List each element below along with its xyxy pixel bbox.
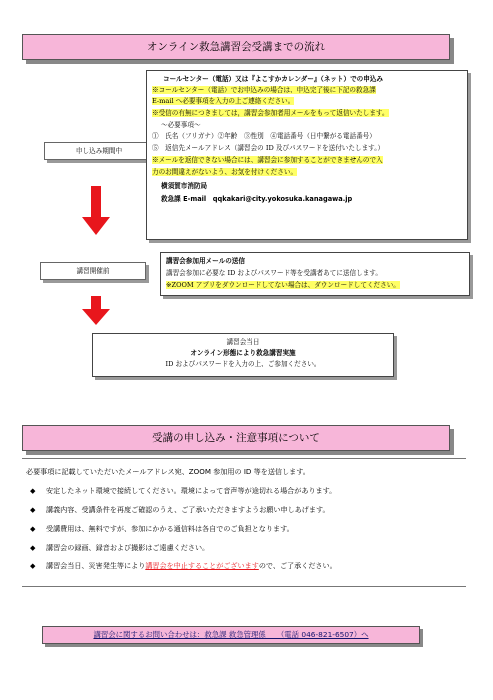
step3-line3: ID およびパスワードを入力の上、ご参加ください。 — [165, 360, 321, 368]
notice-title-banner — [22, 425, 450, 451]
notice-frame-bottom — [22, 586, 466, 587]
step1-line: ⑤ 返信先メールアドレス（講習会の ID 及びパスワードを送付いたします。） — [152, 144, 385, 152]
notice-title: 受講の申し込み・注意事項について — [152, 432, 320, 444]
step1-label-box — [44, 142, 154, 160]
step1-label: 申し込み期間中 — [75, 147, 123, 155]
notice-item: ◆ 講義内容、受講条件を再度ご確認のうえ、ご了承いただきますようお願い申しあげます。 — [30, 505, 330, 514]
notice-item: ◆ 安定したネット環境で接続してください。環境によって音声等が途切れる場合があります。 — [30, 486, 337, 495]
step1-box — [146, 70, 468, 240]
step2-heading: 講習会参加用メールの送信 — [166, 257, 245, 265]
step1-line: E-mail へ必要事項を入力の上ご連絡ください。 — [152, 97, 295, 105]
notice-item: ◆ 講習会の録画、録音および撮影はご遠慮ください。 — [30, 543, 210, 552]
step1-line: ※コールセンター（電話）でお申込みの場合は、申込完了後に下記の救急課 — [152, 86, 376, 94]
step1-org: 横須賀市消防局 — [161, 182, 208, 190]
step1-line: ① 氏名（フリガナ）②年齢 ③性別 ④電話番号（日中繋がる電話番号） — [152, 132, 376, 140]
step1-email: 救急課 E-mail qqkakari@city.yokosuka.kanagawa.jp — [161, 195, 353, 203]
cancellation-warning: 講習会を中止することがございます — [145, 561, 259, 570]
step2-box — [160, 252, 470, 296]
diamond-bullet-icon: ◆ — [30, 561, 36, 570]
flow-title-banner — [22, 34, 450, 60]
step3-box — [92, 333, 394, 377]
step2-label-box — [40, 262, 146, 280]
step1-line: 力のお間違えがないよう、お気を付けください。 — [152, 168, 298, 176]
step3-line1: 講習会当日 — [226, 338, 260, 346]
contact-text: 講習会に関するお問い合わせは：救急課 救急管理係 （電話 046-821-6507）へ — [93, 630, 369, 639]
notice-item: ◆ 講習会当日、災害発生等により講習会を中止することがございますので、ご了承ください。 — [30, 561, 337, 570]
diamond-bullet-icon: ◆ — [30, 505, 36, 514]
step2-line1: 講習会参加に必要な ID およびパスワード等を受講者あてに送信します。 — [166, 269, 382, 277]
contact-banner — [42, 626, 420, 644]
step3-line2: オンライン形態により救急講習実施 — [190, 349, 296, 357]
step1-heading: コールセンター（電話）又は『よこすかカレンダー』（ネット）での申込み — [163, 75, 384, 83]
notice-frame-top — [22, 458, 466, 459]
diamond-bullet-icon: ◆ — [30, 524, 36, 533]
diamond-bullet-icon: ◆ — [30, 543, 36, 552]
step2-label: 講習開催前 — [76, 267, 110, 275]
notice-intro: 必要事項に記載していただいたメールアドレス宛、ZOOM 参加用の ID 等を送信します。 — [26, 467, 310, 476]
step1-line: ※メールを返信できない場合には、講習会に参加することができませんので入 — [152, 156, 383, 164]
step1-line: 〜必要事項〜 — [161, 121, 201, 129]
step1-line: ※受信の有無につきましては，講習会参加者用メールをもって返信いたします。 — [152, 109, 389, 117]
notice-item: ◆ 受講費用は、無料ですが、参加にかかる通信料は各自でのご負担となります。 — [30, 524, 294, 533]
step2-line2: ※ZOOM アプリをダウンロードしてない場合は、ダウンロードしてください。 — [166, 281, 400, 289]
flow-title: オンライン救急講習会受講までの流れ — [146, 41, 326, 53]
diamond-bullet-icon: ◆ — [30, 486, 36, 495]
